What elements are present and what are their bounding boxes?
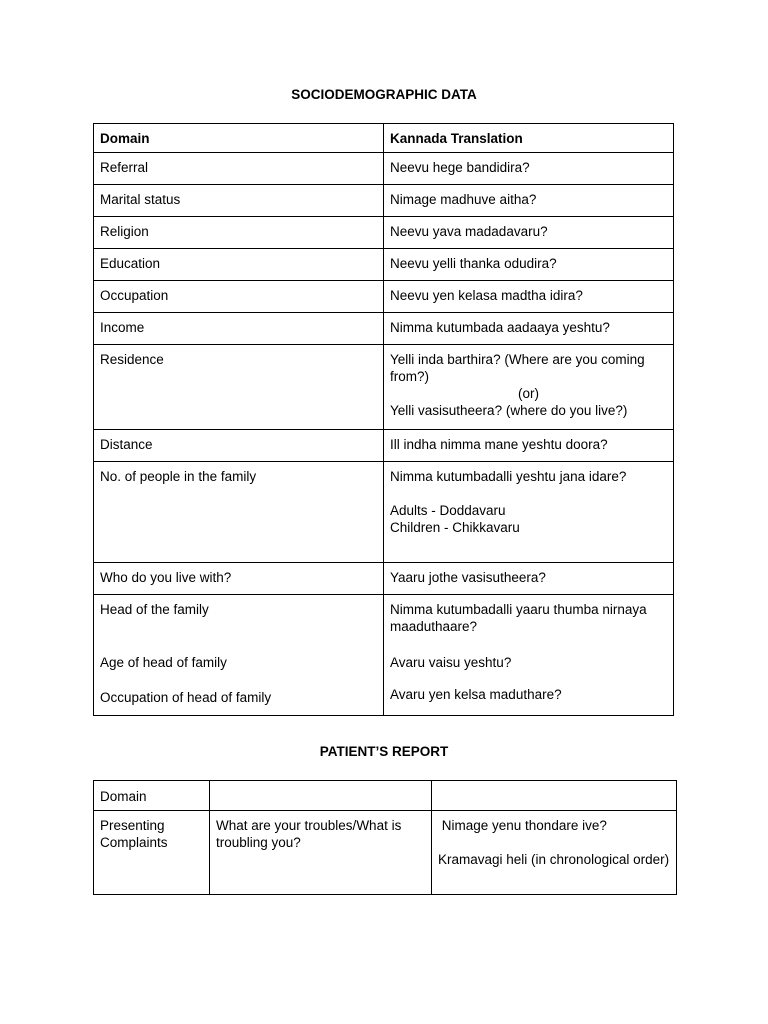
- table-header-row: [94, 124, 674, 153]
- translation-line: Avaru yen kelsa maduthare?: [390, 687, 562, 702]
- table-row: [94, 563, 674, 595]
- translation-cell: Nimage madhuve aitha?: [384, 185, 674, 217]
- table-header-row: [94, 781, 677, 811]
- domain-cell: Marital status: [94, 185, 384, 217]
- domain-line: Age of head of family: [100, 655, 227, 670]
- header-empty: [210, 781, 432, 811]
- domain-cell: Education: [94, 249, 384, 281]
- table-row: [94, 249, 674, 281]
- domain-cell: Distance: [94, 430, 384, 462]
- translation-line: Yelli vasisutheera? (where do you live?): [390, 403, 628, 418]
- translation-cell: Neevu hege bandidira?: [384, 153, 674, 185]
- table-row: [94, 595, 674, 716]
- domain-cell: Income: [94, 313, 384, 345]
- translation-line: Children - Chikkavaru: [390, 520, 520, 535]
- translation-line: Avaru vaisu yeshtu?: [390, 655, 512, 670]
- translation-line: Nimage yenu thondare ive?: [438, 818, 607, 833]
- table-row: [94, 153, 674, 185]
- domain-cell: No. of people in the family: [94, 462, 384, 563]
- table-row: [94, 811, 677, 895]
- sociodemographic-title: SOCIODEMOGRAPHIC DATA: [291, 87, 477, 102]
- domain-cell: Residence: [94, 345, 384, 430]
- sociodemographic-table: [93, 123, 674, 716]
- translation-cell: [384, 345, 674, 430]
- table-row: [94, 345, 674, 430]
- translation-cell: Ill indha nimma mane yeshtu doora?: [384, 430, 674, 462]
- table-row: [94, 281, 674, 313]
- translation-line: Yelli inda barthira? (Where are you coming from?): [390, 352, 645, 384]
- domain-cell: [94, 595, 384, 716]
- translation-line: Kramavagi heli (in chronological order): [438, 852, 670, 867]
- english-question-cell: What are your troubles/What is troubling you?: [210, 811, 432, 895]
- domain-line: Occupation of head of family: [100, 690, 272, 705]
- domain-cell: Occupation: [94, 281, 384, 313]
- domain-cell: Referral: [94, 153, 384, 185]
- table-row: [94, 462, 674, 563]
- domain-cell: Religion: [94, 217, 384, 249]
- translation-cell: Neevu yen kelasa madtha idira?: [384, 281, 674, 313]
- translation-line: Nimma kutumbadalli yaaru thumba nirnaya maaduthaare?: [390, 602, 647, 634]
- header-domain: Domain: [94, 781, 210, 811]
- header-translation: Kannada Translation: [384, 124, 674, 153]
- translation-line: Nimma kutumbadalli yeshtu jana idare?: [390, 469, 627, 484]
- domain-line: Head of the family: [100, 602, 209, 617]
- header-empty: [432, 781, 677, 811]
- translation-cell: Yaaru jothe vasisutheera?: [384, 563, 674, 595]
- kannada-question-cell: [432, 811, 677, 895]
- translation-cell: Nimma kutumbada aadaaya yeshtu?: [384, 313, 674, 345]
- domain-cell: Presenting Complaints: [94, 811, 210, 895]
- domain-cell: Who do you live with?: [94, 563, 384, 595]
- translation-line: Adults - Doddavaru: [390, 503, 506, 518]
- or-separator: (or): [518, 386, 539, 401]
- patient-report-table: [93, 780, 677, 895]
- header-domain: Domain: [94, 124, 384, 153]
- table-row: [94, 217, 674, 249]
- translation-cell: [384, 595, 674, 716]
- translation-cell: Neevu yelli thanka odudira?: [384, 249, 674, 281]
- translation-cell: [384, 462, 674, 563]
- table-row: [94, 313, 674, 345]
- table-row: [94, 430, 674, 462]
- patient-report-title: PATIENT’S REPORT: [319, 744, 449, 759]
- table-row: [94, 185, 674, 217]
- translation-cell: Neevu yava madadavaru?: [384, 217, 674, 249]
